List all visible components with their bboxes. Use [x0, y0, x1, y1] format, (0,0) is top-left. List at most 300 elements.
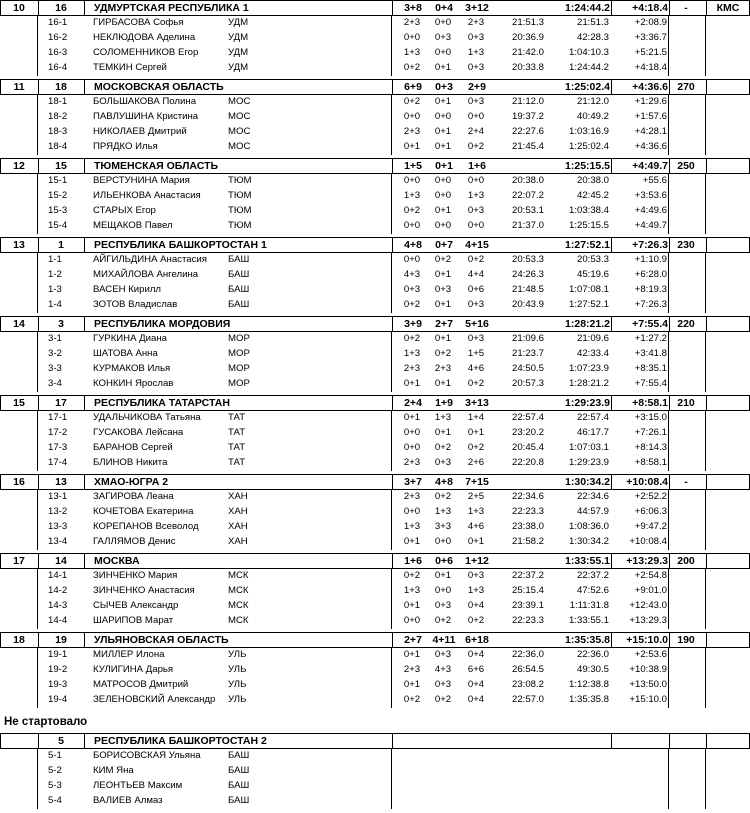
team-shooting-prone: 3+9 — [404, 318, 422, 330]
member-cumulative-time: 42:33.4 — [576, 348, 609, 359]
member-name: ГАЛЛЯМОВ Денис — [93, 536, 176, 547]
member-cumulative-time: 49:30.5 — [576, 664, 609, 675]
member-cumulative-time: 22:37.2 — [576, 570, 609, 581]
column-divider — [668, 140, 669, 155]
column-divider — [391, 505, 392, 520]
column-divider — [705, 189, 706, 204]
column-divider — [611, 475, 612, 489]
member-cumulative-time: 1:07:23.9 — [568, 363, 609, 374]
member-cumulative-time: 1:27:52.1 — [568, 299, 609, 310]
member-shooting-total: 0+4 — [467, 694, 485, 705]
column-divider — [705, 95, 706, 110]
member-row — [0, 332, 750, 347]
member-row — [0, 253, 750, 268]
column-divider — [37, 794, 38, 809]
column-divider — [668, 779, 669, 794]
column-divider — [37, 95, 38, 110]
member-leg-time: 20:43.9 — [511, 299, 544, 310]
column-divider — [37, 140, 38, 155]
column-divider — [705, 174, 706, 189]
member-leg-time: 22:23.3 — [511, 506, 544, 517]
team-shooting-standing: 1+9 — [435, 397, 453, 409]
team-header-row — [0, 733, 750, 749]
member-shooting-standing: 4+3 — [434, 664, 452, 675]
member-shooting-prone: 0+0 — [403, 254, 421, 265]
team-shooting-standing: 0+1 — [435, 160, 453, 172]
dns-results-list — [0, 733, 750, 812]
team-bib: 16 — [55, 2, 67, 14]
column-divider — [705, 16, 706, 31]
member-leg-time: 22:27.6 — [511, 126, 544, 137]
column-divider — [84, 159, 85, 173]
member-shooting-standing: 0+0 — [434, 585, 452, 596]
member-time-behind: +4:36.6 — [634, 141, 667, 152]
member-time-behind: +9:01.0 — [634, 585, 667, 596]
member-shooting-standing: 1+3 — [434, 506, 452, 517]
member-name: КОНКИН Ярослав — [93, 378, 174, 389]
member-row — [0, 599, 750, 614]
column-divider — [392, 734, 393, 748]
member-row — [0, 569, 750, 584]
member-shooting-standing: 0+1 — [434, 205, 452, 216]
column-divider — [705, 678, 706, 693]
member-row — [0, 663, 750, 678]
column-divider — [705, 61, 706, 76]
member-row — [0, 268, 750, 283]
column-divider — [668, 426, 669, 441]
member-id: 14-2 — [48, 585, 68, 596]
column-divider — [668, 298, 669, 313]
member-cumulative-time: 20:53.3 — [576, 254, 609, 265]
team-shooting-prone: 3+7 — [404, 476, 422, 488]
column-divider — [668, 678, 669, 693]
member-region: БАШ — [228, 750, 250, 761]
team-header-row — [0, 0, 750, 16]
member-name: БЛИНОВ Никита — [93, 457, 168, 468]
column-divider — [391, 46, 392, 61]
dns-heading — [0, 711, 750, 733]
column-divider — [391, 535, 392, 550]
member-name: ГУСАКОВА Лейсана — [93, 427, 184, 438]
member-time-behind: +4:18.4 — [634, 62, 667, 73]
member-row — [0, 678, 750, 693]
column-divider — [668, 441, 669, 456]
team-shooting-standing: 0+3 — [435, 81, 453, 93]
team-shooting-standing: 0+7 — [435, 239, 453, 251]
team-place: 17 — [13, 555, 25, 567]
column-divider — [668, 61, 669, 76]
member-shooting-prone: 0+2 — [403, 299, 421, 310]
member-cumulative-time: 46:17.7 — [576, 427, 609, 438]
column-divider — [391, 794, 392, 809]
member-name: СОЛОМЕННИКОВ Егор — [93, 47, 199, 58]
member-id: 16-1 — [48, 17, 68, 28]
team-bib: 13 — [55, 476, 67, 488]
team-header-row — [0, 79, 750, 95]
member-name: БОРИСОВСКАЯ Ульяна — [93, 750, 201, 761]
member-name: ИЛЬЕНКОВА Анастасия — [93, 190, 201, 201]
member-leg-time: 21:09.6 — [511, 333, 544, 344]
column-divider — [391, 456, 392, 471]
column-divider — [37, 456, 38, 471]
column-divider — [391, 569, 392, 584]
column-divider — [668, 377, 669, 392]
column-divider — [706, 238, 707, 252]
team-points: 270 — [677, 81, 695, 93]
member-shooting-standing: 0+1 — [434, 141, 452, 152]
member-region: ТАТ — [228, 457, 246, 468]
team-name: РЕСПУБЛИКА БАШКОРТОСТАН 2 — [94, 735, 267, 747]
member-leg-time: 23:08.2 — [511, 679, 544, 690]
column-divider — [37, 219, 38, 234]
member-name: НЕКЛЮДОВА Аделина — [93, 32, 196, 43]
team-time: 1:24:44.2 — [565, 2, 610, 14]
member-shooting-prone: 0+1 — [403, 649, 421, 660]
team-name: ХМАО-ЮГРА 2 — [94, 476, 169, 488]
member-id: 17-2 — [48, 427, 68, 438]
team-name: РЕСПУБЛИКА ТАТАРСТАН — [94, 397, 230, 409]
member-row — [0, 377, 750, 392]
member-id: 5-1 — [48, 750, 62, 761]
member-shooting-prone: 4+3 — [403, 269, 421, 280]
member-shooting-prone: 0+0 — [403, 32, 421, 43]
column-divider — [705, 253, 706, 268]
member-region: МОС — [228, 126, 251, 137]
member-row — [0, 693, 750, 708]
column-divider — [37, 298, 38, 313]
member-leg-time: 22:23.3 — [511, 615, 544, 626]
member-row — [0, 614, 750, 629]
member-leg-time: 22:20.8 — [511, 457, 544, 468]
member-id: 16-4 — [48, 62, 68, 73]
column-divider — [391, 110, 392, 125]
member-time-behind: +4:49.7 — [634, 220, 667, 231]
member-region: МОС — [228, 111, 251, 122]
column-divider — [37, 204, 38, 219]
column-divider — [392, 159, 393, 173]
column-divider — [611, 159, 612, 173]
member-region: БАШ — [228, 284, 250, 295]
member-shooting-prone: 0+0 — [403, 111, 421, 122]
column-divider — [37, 110, 38, 125]
member-shooting-standing: 0+2 — [434, 491, 452, 502]
column-divider — [705, 46, 706, 61]
column-divider — [37, 347, 38, 362]
column-divider — [84, 1, 85, 15]
team-place: 14 — [13, 318, 25, 330]
member-id: 15-4 — [48, 220, 68, 231]
member-time-behind: +1:27.2 — [634, 333, 667, 344]
column-divider — [37, 599, 38, 614]
member-cumulative-time: 22:57.4 — [576, 412, 609, 423]
member-shooting-total: 4+6 — [467, 521, 485, 532]
column-divider — [705, 140, 706, 155]
member-shooting-prone: 2+3 — [403, 664, 421, 675]
member-shooting-total: 0+3 — [467, 96, 485, 107]
member-cumulative-time: 44:57.9 — [576, 506, 609, 517]
member-shooting-prone: 0+0 — [403, 615, 421, 626]
column-divider — [668, 794, 669, 809]
team-bib: 19 — [55, 634, 67, 646]
member-time-behind: +2:08.9 — [634, 17, 667, 28]
member-cumulative-time: 1:24:44.2 — [568, 62, 609, 73]
member-shooting-total: 0+2 — [467, 141, 485, 152]
member-id: 17-4 — [48, 457, 68, 468]
team-shooting-total: 7+15 — [465, 476, 489, 488]
member-id: 1-2 — [48, 269, 62, 280]
member-shooting-total: 0+6 — [467, 284, 485, 295]
column-divider — [611, 554, 612, 568]
team-shooting-prone: 3+8 — [404, 2, 422, 14]
column-divider — [668, 584, 669, 599]
team-name: МОСКОВСКАЯ ОБЛАСТЬ — [94, 81, 224, 93]
member-region: ХАН — [228, 506, 248, 517]
member-name: МЕЩАКОВ Павел — [93, 220, 173, 231]
member-row — [0, 535, 750, 550]
member-shooting-standing: 0+0 — [434, 175, 452, 186]
member-shooting-prone: 1+3 — [403, 47, 421, 58]
member-id: 13-4 — [48, 536, 68, 547]
member-region: МОР — [228, 363, 250, 374]
member-row — [0, 219, 750, 234]
team-time-behind: +7:55.4 — [632, 318, 668, 330]
member-name: ПАВЛУШИНА Кристина — [93, 111, 199, 122]
member-region: УДМ — [228, 47, 249, 58]
member-row — [0, 584, 750, 599]
team-shooting-total: 1+6 — [468, 160, 486, 172]
member-time-behind: +13:29.3 — [629, 615, 667, 626]
team-points: 220 — [677, 318, 695, 330]
member-row — [0, 520, 750, 535]
member-region: МСК — [228, 570, 249, 581]
member-shooting-standing: 0+2 — [434, 348, 452, 359]
member-shooting-total: 0+3 — [467, 333, 485, 344]
column-divider — [706, 734, 707, 748]
team-bib: 18 — [55, 81, 67, 93]
member-leg-time: 26:54.5 — [511, 664, 544, 675]
column-divider — [706, 554, 707, 568]
team-time: 1:28:21.2 — [565, 318, 610, 330]
member-cumulative-time: 1:11:31.8 — [569, 600, 609, 611]
member-shooting-prone: 0+3 — [403, 284, 421, 295]
team-name: МОСКВА — [94, 555, 140, 567]
member-time-behind: +10:08.4 — [629, 536, 667, 547]
member-time-behind: +8:58.1 — [634, 457, 667, 468]
row-gap — [0, 809, 750, 812]
column-divider — [668, 95, 669, 110]
member-shooting-total: 1+3 — [467, 47, 485, 58]
member-leg-time: 24:50.5 — [511, 363, 544, 374]
team-time: 1:27:52.1 — [565, 239, 610, 251]
member-row — [0, 426, 750, 441]
column-divider — [37, 678, 38, 693]
column-divider — [392, 633, 393, 647]
member-name: НИКОЛАЕВ Дмитрий — [93, 126, 187, 137]
member-time-behind: +4:28.1 — [634, 126, 667, 137]
column-divider — [392, 317, 393, 331]
member-shooting-prone: 1+3 — [403, 585, 421, 596]
column-divider — [391, 764, 392, 779]
member-region: ХАН — [228, 521, 248, 532]
member-time-behind: +6:06.3 — [634, 506, 667, 517]
column-divider — [611, 633, 612, 647]
column-divider — [705, 125, 706, 140]
column-divider — [705, 283, 706, 298]
team-place: 11 — [13, 81, 25, 93]
column-divider — [391, 268, 392, 283]
member-shooting-standing: 0+1 — [434, 299, 452, 310]
member-leg-time: 19:37.2 — [511, 111, 544, 122]
member-shooting-prone: 0+2 — [403, 694, 421, 705]
member-cumulative-time: 1:03:38.4 — [568, 205, 609, 216]
column-divider — [705, 347, 706, 362]
column-divider — [391, 614, 392, 629]
column-divider — [705, 599, 706, 614]
column-divider — [84, 734, 85, 748]
column-divider — [668, 110, 669, 125]
member-id: 15-3 — [48, 205, 68, 216]
column-divider — [37, 411, 38, 426]
column-divider — [37, 125, 38, 140]
member-shooting-total: 2+3 — [467, 17, 485, 28]
member-region: БАШ — [228, 299, 250, 310]
member-shooting-standing: 0+2 — [434, 442, 452, 453]
column-divider — [668, 535, 669, 550]
member-cumulative-time: 47:52.6 — [576, 585, 609, 596]
column-divider — [611, 1, 612, 15]
member-region: УДМ — [228, 32, 249, 43]
team-bib: 17 — [55, 397, 67, 409]
member-id: 17-3 — [48, 442, 68, 453]
team-shooting-total: 3+13 — [465, 397, 489, 409]
member-id: 1-4 — [48, 299, 62, 310]
member-shooting-standing: 0+0 — [434, 47, 452, 58]
member-shooting-prone: 0+1 — [403, 412, 421, 423]
column-divider — [706, 1, 707, 15]
member-row — [0, 794, 750, 809]
member-row — [0, 31, 750, 46]
member-shooting-prone: 1+3 — [403, 521, 421, 532]
member-name: СТАРЫХ Егор — [93, 205, 156, 216]
member-name: МИЛЛЕР Илона — [93, 649, 165, 660]
column-divider — [705, 110, 706, 125]
team-time-behind: +4:18.4 — [632, 2, 668, 14]
member-region: БАШ — [228, 254, 250, 265]
member-shooting-standing: 0+0 — [434, 536, 452, 547]
member-shooting-prone: 0+0 — [403, 427, 421, 438]
member-cumulative-time: 42:28.3 — [576, 32, 609, 43]
column-divider — [705, 426, 706, 441]
team-points: 250 — [677, 160, 695, 172]
column-divider — [668, 31, 669, 46]
member-id: 5-2 — [48, 765, 62, 776]
member-id: 14-4 — [48, 615, 68, 626]
member-id: 1-3 — [48, 284, 62, 295]
column-divider — [391, 648, 392, 663]
team-shooting-standing: 4+11 — [432, 634, 456, 646]
member-shooting-standing: 0+1 — [434, 378, 452, 389]
column-divider — [705, 614, 706, 629]
team-points: - — [684, 476, 688, 488]
member-time-behind: +7:55.4 — [634, 378, 667, 389]
member-time-behind: +3:41.8 — [634, 348, 667, 359]
member-region: ХАН — [228, 491, 248, 502]
column-divider — [391, 520, 392, 535]
team-header-row — [0, 553, 750, 569]
member-leg-time: 24:26.3 — [511, 269, 544, 280]
member-name: КУЛИГИНА Дарья — [93, 664, 174, 675]
column-divider — [705, 490, 706, 505]
member-region: МСК — [228, 585, 249, 596]
dns-heading-text: Не стартовало — [4, 716, 88, 728]
member-id: 14-3 — [48, 600, 68, 611]
member-shooting-standing: 0+2 — [434, 694, 452, 705]
member-id: 19-4 — [48, 694, 68, 705]
member-region: МОС — [228, 96, 251, 107]
member-leg-time: 21:23.7 — [511, 348, 544, 359]
column-divider — [705, 648, 706, 663]
member-shooting-prone: 0+2 — [403, 333, 421, 344]
member-region: ТЮМ — [228, 205, 252, 216]
member-id: 3-4 — [48, 378, 62, 389]
member-shooting-standing: 0+3 — [434, 457, 452, 468]
member-id: 18-3 — [48, 126, 68, 137]
member-shooting-standing: 0+1 — [434, 126, 452, 137]
column-divider — [392, 396, 393, 410]
member-shooting-standing: 0+3 — [434, 600, 452, 611]
column-divider — [37, 779, 38, 794]
member-shooting-standing: 0+0 — [434, 190, 452, 201]
column-divider — [391, 584, 392, 599]
member-leg-time: 21:42.0 — [511, 47, 544, 58]
member-leg-time: 22:36.0 — [511, 649, 544, 660]
column-divider — [705, 764, 706, 779]
member-name: БОЛЬШАКОВА Полина — [93, 96, 197, 107]
member-region: ТАТ — [228, 427, 246, 438]
column-divider — [37, 614, 38, 629]
column-divider — [37, 520, 38, 535]
member-shooting-total: 0+0 — [467, 111, 485, 122]
member-time-behind: +4:49.6 — [634, 205, 667, 216]
team-time: 1:35:35.8 — [565, 634, 610, 646]
member-id: 15-2 — [48, 190, 68, 201]
member-shooting-standing: 0+1 — [434, 269, 452, 280]
member-shooting-standing: 0+3 — [434, 649, 452, 660]
column-divider — [391, 174, 392, 189]
member-shooting-standing: 0+3 — [434, 679, 452, 690]
column-divider — [391, 779, 392, 794]
member-leg-time: 23:38.0 — [511, 521, 544, 532]
member-shooting-total: 0+1 — [467, 427, 485, 438]
member-name: ПРЯДКО Илья — [93, 141, 158, 152]
team-time-behind: +4:49.7 — [632, 160, 668, 172]
member-cumulative-time: 1:04:10.3 — [568, 47, 609, 58]
team-points: 210 — [677, 397, 695, 409]
member-row — [0, 46, 750, 61]
member-name: ЗЕЛЕНОВСКИЙ Александр — [93, 694, 216, 705]
team-shooting-total: 1+12 — [465, 555, 489, 567]
member-row — [0, 456, 750, 471]
column-divider — [706, 317, 707, 331]
member-time-behind: +12:43.0 — [629, 600, 667, 611]
member-shooting-total: 0+3 — [467, 299, 485, 310]
column-divider — [391, 693, 392, 708]
member-shooting-total: 0+4 — [467, 679, 485, 690]
member-leg-time: 20:33.8 — [511, 62, 544, 73]
member-shooting-standing: 0+0 — [434, 111, 452, 122]
team-time-behind: +7:26.3 — [632, 239, 668, 251]
member-shooting-prone: 0+1 — [403, 141, 421, 152]
